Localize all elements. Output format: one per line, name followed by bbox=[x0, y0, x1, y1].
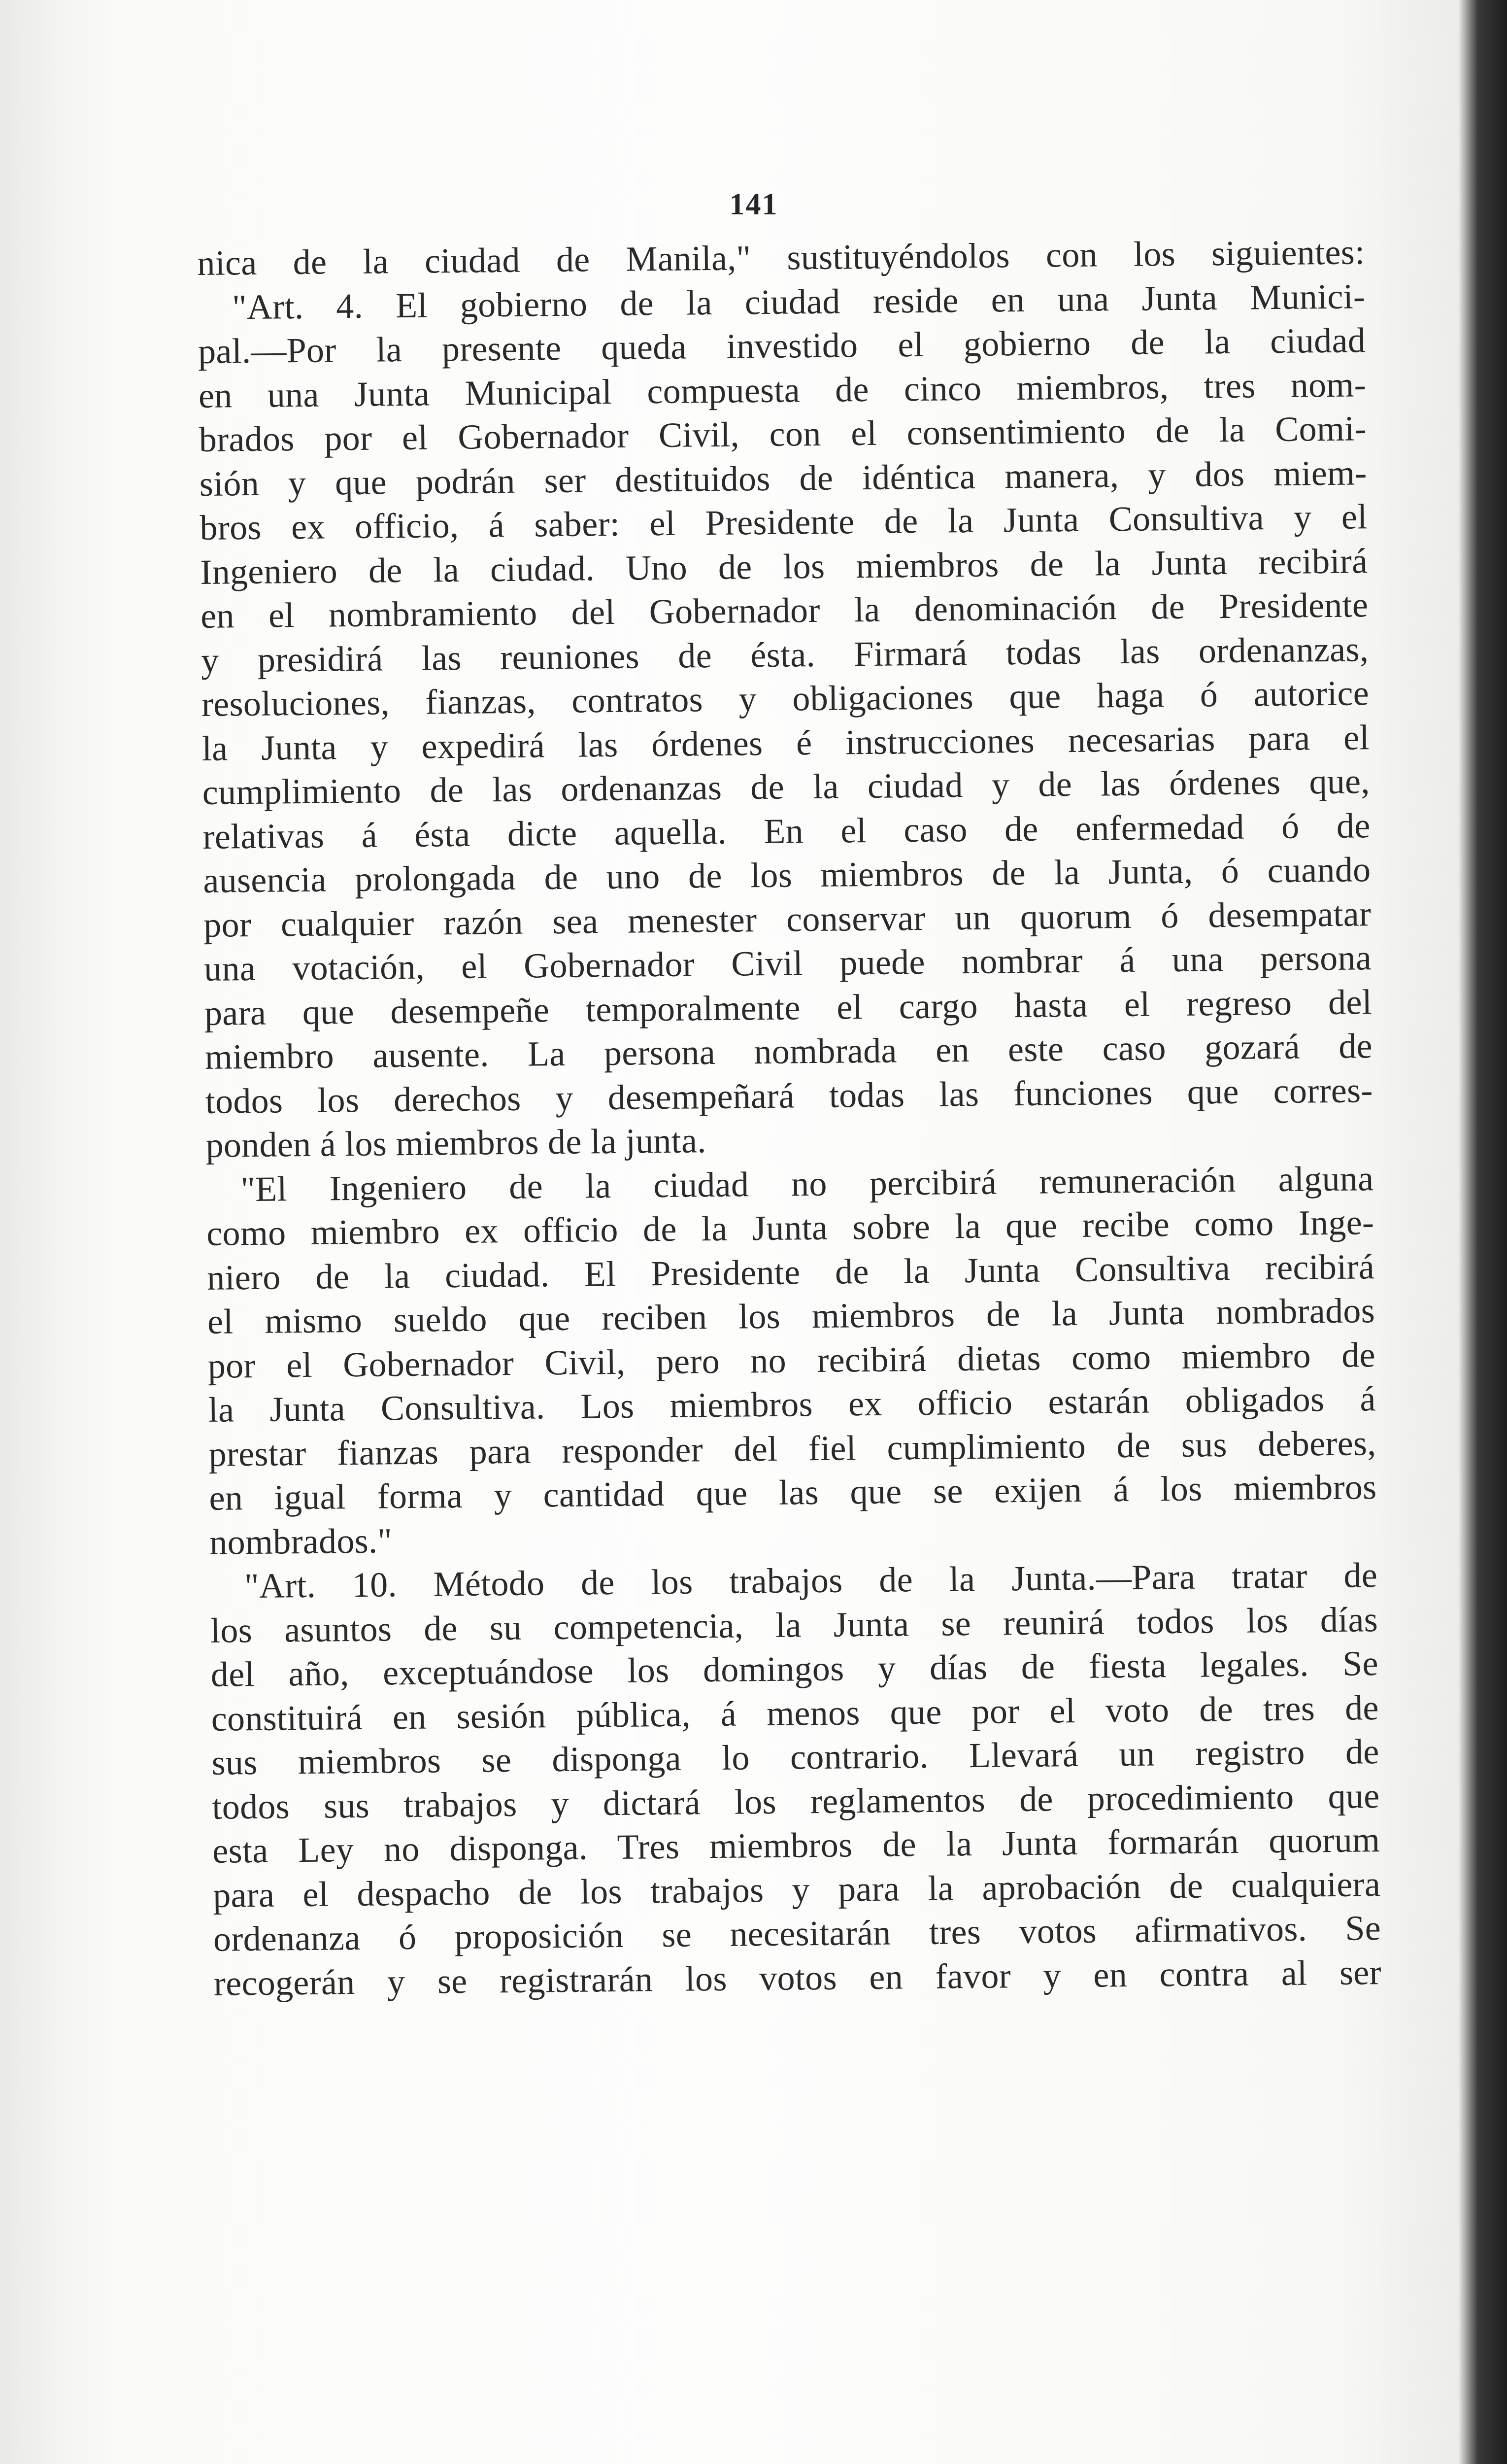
text-line: ausencia prolongada de uno de los miembros de la Junta, ó cuando bbox=[203, 850, 1371, 900]
text-line: Ingeniero de la ciudad. Uno de los miembros de la Junta recibirá bbox=[200, 541, 1368, 592]
text-line: la Junta Consultiva. Los miembros ex officio estarán obligados á bbox=[208, 1379, 1376, 1430]
text-line: brados por el Gobernador Civil, con el consentimiento de la Comi- bbox=[199, 409, 1367, 459]
text-line: resoluciones, fianzas, contratos y obligaciones que haga ó autorice bbox=[201, 673, 1370, 724]
text-line: recogerán y se registrarán los votos en favor y en contra al ser bbox=[213, 1952, 1382, 2003]
text-line: esta Ley no disponga. Tres miembros de la Junta formarán quorum bbox=[212, 1820, 1380, 1871]
text-line: niero de la ciudad. El Presidente de la Junta Consultiva recibirá bbox=[206, 1246, 1375, 1298]
text-line: ordenanza ó proposición se necesitarán tres votos afirmativos. Se bbox=[213, 1908, 1381, 1959]
text-line: "El Ingeniero de la ciudad no percibirá remuneración alguna bbox=[240, 1158, 1374, 1209]
text-line: sión y que podrán ser destituidos de idéntica manera, y dos miem- bbox=[199, 452, 1367, 504]
text-line: todos los derechos y desempeñará todas las funciones que corres- bbox=[205, 1070, 1373, 1121]
text-line: todos sus trabajos y dictará los reglamentos de procedimiento que bbox=[212, 1776, 1380, 1827]
text-line: en una Junta Municipal compuesta de cinco miembros, tres nom- bbox=[198, 364, 1367, 415]
body-text bbox=[197, 230, 1381, 2006]
text-line: una votación, el Gobernador Civil puede nombrar á una persona bbox=[203, 938, 1372, 989]
text-line: en igual forma y cantidad que las que se exijen á los miembros bbox=[209, 1467, 1377, 1518]
text-line: la Junta y expedirá las órdenes é instrucciones necesarias para el bbox=[201, 717, 1370, 768]
text-line: para que desempeñe temporalmente el cargo hasta el regreso del bbox=[204, 982, 1373, 1033]
text-line: prestar fianzas para responder del fiel cumplimiento de sus deberes, bbox=[208, 1423, 1376, 1474]
text-line: sus miembros se disponga lo contrario. Llevará un registro de bbox=[211, 1732, 1379, 1782]
text-line: "Art. 4. El gobierno de la ciudad reside en una Junta Munici- bbox=[232, 276, 1366, 327]
text-line: nica de la ciudad de Manila," sustituyéndolos con los siguientes: bbox=[197, 232, 1365, 283]
text-line: por cualquier razón sea menester conservar un quorum ó desempatar bbox=[203, 893, 1372, 945]
text-line: bros ex officio, á saber: el Presidente de la Junta Consultiva y el bbox=[200, 497, 1368, 548]
text-line: ponden á los miembros de la junta. bbox=[205, 1121, 706, 1165]
page-number: 141 bbox=[729, 188, 778, 221]
text-line: como miembro ex officio de la Junta sobre la que recibe como Inge- bbox=[206, 1202, 1374, 1253]
text-line: en el nombramiento del Gobernador la denominación de Presidente bbox=[200, 585, 1369, 636]
text-line: miembro ausente. La persona nombrada en este caso gozará de bbox=[204, 1026, 1373, 1077]
text-line: por el Gobernador Civil, pero no recibirá dietas como miembro de bbox=[207, 1335, 1376, 1386]
text-line: para el despacho de los trabajos y para la aprobación de cualquiera bbox=[212, 1864, 1381, 1915]
text-line: "Art. 10. Método de los trabajos de la Junta.—Para tratar de bbox=[244, 1555, 1378, 1606]
text-line: constituirá en sesión pública, á menos que por el voto de tres de bbox=[211, 1687, 1379, 1739]
text-line: los asuntos de su competencia, la Junta se reunirá todos los días bbox=[210, 1599, 1378, 1650]
text-line: relativas á ésta dicte aquella. En el caso de enfermedad ó de bbox=[202, 805, 1371, 856]
text-line: del año, exceptuándose los domingos y días de fiesta legales. Se bbox=[210, 1643, 1379, 1694]
text-line: nombrados." bbox=[209, 1520, 393, 1562]
text-line: y presidirá las reuniones de ésta. Firmará todas las ordenanzas, bbox=[201, 629, 1369, 680]
text-line: cumplimiento de las ordenanzas de la ciudad y de las órdenes que, bbox=[202, 761, 1371, 812]
text-line: el mismo sueldo que reciben los miembros de la Junta nombrados bbox=[207, 1291, 1375, 1341]
text-line: pal.—Por la presente queda investido el gobierno de la ciudad bbox=[198, 320, 1366, 371]
